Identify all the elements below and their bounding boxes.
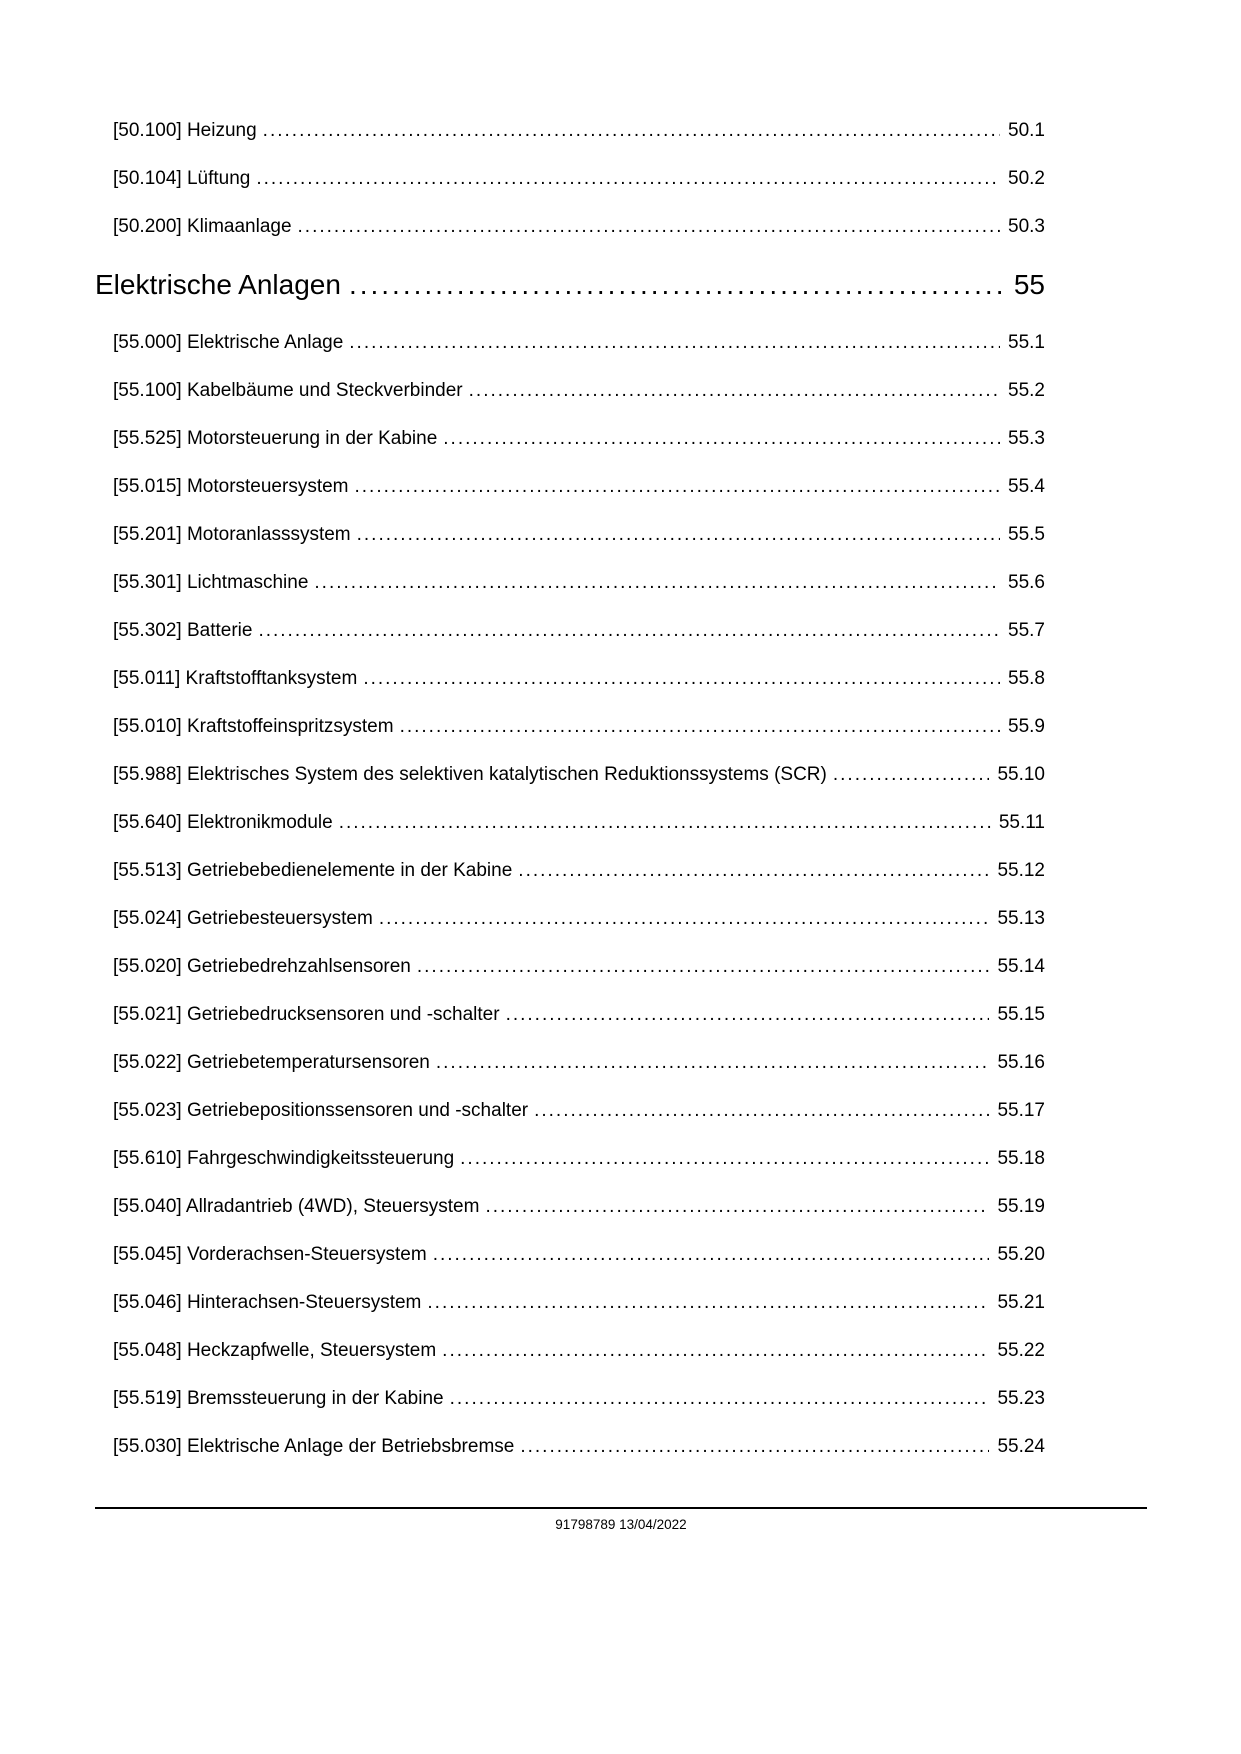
dot-leader bbox=[518, 847, 989, 895]
toc-entry-page: 55.22 bbox=[997, 1340, 1045, 1361]
toc-entry-label: [55.000] Elektrische Anlage bbox=[113, 332, 344, 353]
toc-entry-label: [55.610] Fahrgeschwindigkeitssteuerung bbox=[113, 1148, 455, 1169]
toc-entry[interactable] bbox=[95, 607, 1045, 655]
dot-leader bbox=[433, 1231, 990, 1279]
dot-leader bbox=[349, 251, 1002, 319]
toc-entry-page: 55.20 bbox=[997, 1244, 1045, 1265]
toc-entry-page: 55.17 bbox=[997, 1100, 1045, 1121]
toc-entry-label: [50.100] Heizung bbox=[113, 120, 257, 141]
toc-entry-page: 55.3 bbox=[1008, 428, 1045, 449]
dot-leader bbox=[339, 799, 991, 847]
toc-entry[interactable] bbox=[95, 751, 1045, 799]
toc-entry-label: [55.640] Elektronikmodule bbox=[113, 812, 333, 833]
toc-entry-page: 55.6 bbox=[1008, 572, 1045, 593]
toc-entry[interactable] bbox=[95, 155, 1045, 203]
toc-entry-page: 55.18 bbox=[997, 1148, 1045, 1169]
toc-entry-label: [55.022] Getriebetemperatursensoren bbox=[113, 1052, 430, 1073]
toc-entry[interactable] bbox=[95, 511, 1045, 559]
toc-entry[interactable] bbox=[95, 319, 1045, 367]
toc-entry-label: [55.040] Allradantrieb (4WD), Steuersystem bbox=[113, 1196, 480, 1217]
toc-entry-page: 50.3 bbox=[1008, 216, 1045, 237]
table-of-contents bbox=[95, 107, 1045, 1471]
toc-entry-label: [55.201] Motoranlasssystem bbox=[113, 524, 351, 545]
toc-entry[interactable] bbox=[95, 1327, 1045, 1375]
toc-entry-page: 55.15 bbox=[997, 1004, 1045, 1025]
toc-entry-label: [55.045] Vorderachsen-Steuersystem bbox=[113, 1244, 427, 1265]
toc-entry[interactable] bbox=[95, 415, 1045, 463]
toc-entry[interactable] bbox=[95, 1423, 1045, 1471]
dot-leader bbox=[534, 1087, 989, 1135]
toc-entry-label: [50.104] Lüftung bbox=[113, 168, 251, 189]
toc-entry[interactable] bbox=[95, 703, 1045, 751]
dot-leader bbox=[833, 751, 990, 799]
toc-entry-page: 55.5 bbox=[1008, 524, 1045, 545]
dot-leader bbox=[427, 1279, 989, 1327]
toc-entry-label: [55.021] Getriebedrucksensoren und -schalter bbox=[113, 1004, 500, 1025]
toc-heading-page: 55 bbox=[1013, 269, 1045, 300]
toc-entry-page: 55.19 bbox=[997, 1196, 1045, 1217]
dot-leader bbox=[363, 655, 1000, 703]
toc-entry[interactable] bbox=[95, 107, 1045, 155]
toc-entry-page: 55.2 bbox=[1008, 380, 1045, 401]
dot-leader bbox=[400, 703, 1000, 751]
toc-entry-label: [55.010] Kraftstoffeinspritzsystem bbox=[113, 716, 394, 737]
dot-leader bbox=[450, 1375, 990, 1423]
toc-entry-label: [55.046] Hinterachsen-Steuersystem bbox=[113, 1292, 422, 1313]
toc-entry-page: 55.23 bbox=[997, 1388, 1045, 1409]
dot-leader bbox=[443, 415, 1000, 463]
toc-entry-page: 55.16 bbox=[997, 1052, 1045, 1073]
toc-entry[interactable] bbox=[95, 1135, 1045, 1183]
toc-entry-page: 55.14 bbox=[997, 956, 1045, 977]
dot-leader bbox=[256, 155, 1000, 203]
toc-entry-label: [55.513] Getriebebedienelemente in der Kabine bbox=[113, 860, 513, 881]
toc-entry[interactable] bbox=[95, 1375, 1045, 1423]
toc-entry[interactable] bbox=[95, 991, 1045, 1039]
toc-entry-label: [55.301] Lichtmaschine bbox=[113, 572, 309, 593]
toc-entry-label: [55.030] Elektrische Anlage der Betriebsbremse bbox=[113, 1436, 515, 1457]
dot-leader bbox=[442, 1327, 989, 1375]
toc-entry-page: 55.12 bbox=[997, 860, 1045, 881]
toc-entry-page: 55.8 bbox=[1008, 668, 1045, 689]
toc-entry[interactable] bbox=[95, 1087, 1045, 1135]
toc-entry-page: 55.24 bbox=[997, 1436, 1045, 1457]
dot-leader bbox=[469, 367, 1000, 415]
footer-text: 91798789 13/04/2022 bbox=[555, 1517, 687, 1532]
dot-leader bbox=[349, 319, 1000, 367]
toc-entry[interactable] bbox=[95, 799, 1045, 847]
toc-section-heading[interactable] bbox=[95, 251, 1045, 319]
toc-entry[interactable] bbox=[95, 559, 1045, 607]
toc-entry[interactable] bbox=[95, 203, 1045, 251]
toc-entry[interactable] bbox=[95, 1231, 1045, 1279]
toc-heading-title: Elektrische Anlagen bbox=[95, 269, 341, 300]
toc-entry-page: 55.7 bbox=[1008, 620, 1045, 641]
toc-entry-label: [55.519] Bremssteuerung in der Kabine bbox=[113, 1388, 444, 1409]
toc-entry-label: [55.525] Motorsteuerung in der Kabine bbox=[113, 428, 438, 449]
dot-leader bbox=[298, 203, 1001, 251]
toc-entry[interactable] bbox=[95, 655, 1045, 703]
dot-leader bbox=[417, 943, 990, 991]
toc-entry-page: 50.1 bbox=[1008, 120, 1045, 141]
dot-leader bbox=[355, 463, 1001, 511]
toc-entry[interactable] bbox=[95, 367, 1045, 415]
page-footer bbox=[95, 1507, 1147, 1532]
toc-entry-label: [55.302] Batterie bbox=[113, 620, 253, 641]
toc-entry[interactable] bbox=[95, 1183, 1045, 1231]
toc-entry[interactable] bbox=[95, 895, 1045, 943]
toc-entry-page: 55.9 bbox=[1008, 716, 1045, 737]
toc-entry-page: 55.4 bbox=[1008, 476, 1045, 497]
dot-leader bbox=[436, 1039, 990, 1087]
toc-entry-label: [55.011] Kraftstofftanksystem bbox=[113, 668, 358, 689]
toc-entry-label: [55.023] Getriebepositionssensoren und -schalter bbox=[113, 1100, 529, 1121]
dot-leader bbox=[485, 1183, 989, 1231]
toc-entry-page: 55.21 bbox=[997, 1292, 1045, 1313]
toc-entry[interactable] bbox=[95, 1279, 1045, 1327]
dot-leader bbox=[460, 1135, 989, 1183]
toc-entry-label: [55.100] Kabelbäume und Steckverbinder bbox=[113, 380, 463, 401]
dot-leader bbox=[379, 895, 990, 943]
toc-entry[interactable] bbox=[95, 943, 1045, 991]
toc-entry-page: 55.1 bbox=[1008, 332, 1045, 353]
dot-leader bbox=[520, 1423, 989, 1471]
toc-entry-page: 55.11 bbox=[998, 812, 1045, 833]
dot-leader bbox=[258, 607, 1000, 655]
toc-entry-page: 50.2 bbox=[1008, 168, 1045, 189]
toc-entry-page: 55.13 bbox=[997, 908, 1045, 929]
toc-entry-label: [50.200] Klimaanlage bbox=[113, 216, 292, 237]
toc-entry-label: [55.048] Heckzapfwelle, Steuersystem bbox=[113, 1340, 437, 1361]
toc-section-50-entries bbox=[95, 107, 1045, 251]
toc-entry[interactable] bbox=[95, 1039, 1045, 1087]
dot-leader bbox=[314, 559, 1000, 607]
toc-entry-page: 55.10 bbox=[997, 764, 1045, 785]
toc-entry-label: [55.015] Motorsteuersystem bbox=[113, 476, 349, 497]
dot-leader bbox=[506, 991, 990, 1039]
dot-leader bbox=[263, 107, 1000, 155]
toc-entry-label: [55.024] Getriebesteuersystem bbox=[113, 908, 373, 929]
toc-entry-label: [55.020] Getriebedrehzahlsensoren bbox=[113, 956, 411, 977]
dot-leader bbox=[357, 511, 1000, 559]
toc-entry-label: [55.988] Elektrisches System des selektiven katalytischen Reduktionssystems (SCR) bbox=[113, 764, 827, 785]
toc-section-55-entries bbox=[95, 319, 1045, 1471]
toc-entry[interactable] bbox=[95, 847, 1045, 895]
toc-entry[interactable] bbox=[95, 463, 1045, 511]
